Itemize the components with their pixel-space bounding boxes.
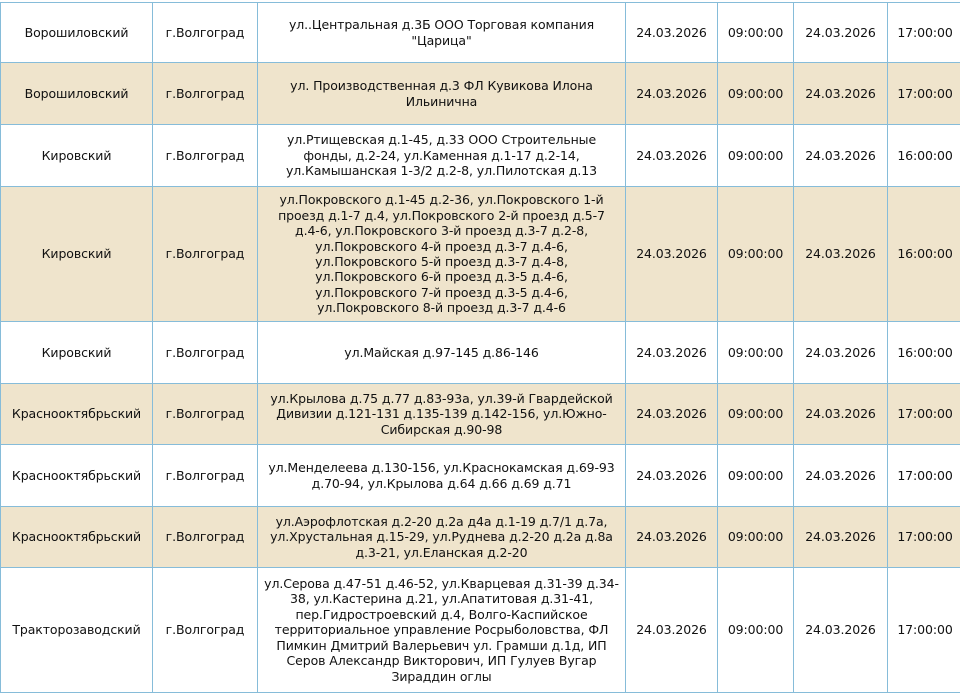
address-cell: ул..Центральная д.3Б ООО Торговая компания "Царица" <box>258 3 626 63</box>
address-cell: ул. Производственная д.3 ФЛ Кувикова Илона Ильинична <box>258 63 626 125</box>
outage-schedule-table <box>0 2 960 693</box>
city-cell: г.Волгоград <box>153 568 258 693</box>
start-time-cell: 09:00:00 <box>718 187 794 322</box>
end-date-cell: 24.03.2026 <box>794 384 888 445</box>
end-date-cell: 24.03.2026 <box>794 63 888 125</box>
start-time-cell: 09:00:00 <box>718 445 794 507</box>
start-time-cell: 09:00:00 <box>718 568 794 693</box>
address-cell: ул.Крылова д.75 д.77 д.83-93а, ул.39-й Гвардейской Дивизии д.121-131 д.135-139 д.142-156, ул.Южно-Сибирская д.90-98 <box>258 384 626 445</box>
end-date-cell: 24.03.2026 <box>794 568 888 693</box>
start-time-cell: 09:00:00 <box>718 3 794 63</box>
end-time-cell: 17:00:00 <box>888 507 960 568</box>
district-cell: Кировский <box>1 125 153 187</box>
start-date-cell: 24.03.2026 <box>626 445 718 507</box>
end-date-cell: 24.03.2026 <box>794 187 888 322</box>
city-cell: г.Волгоград <box>153 3 258 63</box>
end-date-cell: 24.03.2026 <box>794 445 888 507</box>
address-cell: ул.Менделеева д.130-156, ул.Краснокамская д.69-93 д.70-94, ул.Крылова д.64 д.66 д.69 д.71 <box>258 445 626 507</box>
end-time-cell: 17:00:00 <box>888 568 960 693</box>
city-cell: г.Волгоград <box>153 507 258 568</box>
start-date-cell: 24.03.2026 <box>626 384 718 445</box>
end-date-cell: 24.03.2026 <box>794 507 888 568</box>
table-row <box>1 187 960 322</box>
address-cell: ул.Серова д.47-51 д.46-52, ул.Кварцевая д.31-39 д.34-38, ул.Кастерина д.21, ул.Апатитовая д.31-41, пер.Гидростроевский д.4, Волго-Каспийское территориальное управление Росрыболовства, ФЛ Пимкин Дмитрий Валерьевич ул. Грамши д.1д, ИП Серов Александр Викторович, ИП Гулуев Вугар Зираддин оглы <box>258 568 626 693</box>
end-date-cell: 24.03.2026 <box>794 3 888 63</box>
table-row <box>1 63 960 125</box>
table-row <box>1 322 960 384</box>
end-date-cell: 24.03.2026 <box>794 125 888 187</box>
address-cell: ул.Аэрофлотская д.2-20 д.2а д4а д.1-19 д.7/1 д.7а, ул.Хрустальная д.15-29, ул.Руднева д.2-20 д.2а д.8а д.3-21, ул.Еланская д.2-20 <box>258 507 626 568</box>
table-row <box>1 445 960 507</box>
district-cell: Кировский <box>1 322 153 384</box>
district-cell: Ворошиловский <box>1 63 153 125</box>
start-date-cell: 24.03.2026 <box>626 187 718 322</box>
city-cell: г.Волгоград <box>153 125 258 187</box>
start-date-cell: 24.03.2026 <box>626 3 718 63</box>
district-cell: Краснооктябрьский <box>1 507 153 568</box>
start-date-cell: 24.03.2026 <box>626 507 718 568</box>
end-time-cell: 16:00:00 <box>888 322 960 384</box>
start-time-cell: 09:00:00 <box>718 63 794 125</box>
end-time-cell: 16:00:00 <box>888 125 960 187</box>
end-time-cell: 17:00:00 <box>888 3 960 63</box>
end-date-cell: 24.03.2026 <box>794 322 888 384</box>
address-cell: ул.Ртищевская д.1-45, д.33 ООО Строительные фонды, д.2-24, ул.Каменная д.1-17 д.2-14, ул.Камышанская 1-3/2 д.2-8, ул.Пилотская д.13 <box>258 125 626 187</box>
start-date-cell: 24.03.2026 <box>626 568 718 693</box>
start-time-cell: 09:00:00 <box>718 384 794 445</box>
city-cell: г.Волгоград <box>153 384 258 445</box>
table-row <box>1 125 960 187</box>
end-time-cell: 17:00:00 <box>888 63 960 125</box>
address-cell: ул.Покровского д.1-45 д.2-36, ул.Покровского 1-й проезд д.1-7 д.4, ул.Покровского 2-й проезд д.5-7 д.4-6, ул.Покровского 3-й проезд д.3-7 д.2-8, ул.Покровского 4-й проезд д.3-7 д.4-6, ул.Покровского 5-й проезд д.3-7 д.4-8, ул.Покровского 6-й проезд д.3-5 д.4-6, ул.Покровского 7-й проезд д.3-5 д.4-6, ул.Покровского 8-й проезд д.3-7 д.4-6 <box>258 187 626 322</box>
district-cell: Тракторозаводский <box>1 568 153 693</box>
start-time-cell: 09:00:00 <box>718 125 794 187</box>
end-time-cell: 17:00:00 <box>888 384 960 445</box>
city-cell: г.Волгоград <box>153 445 258 507</box>
city-cell: г.Волгоград <box>153 63 258 125</box>
city-cell: г.Волгоград <box>153 187 258 322</box>
city-cell: г.Волгоград <box>153 322 258 384</box>
end-time-cell: 16:00:00 <box>888 187 960 322</box>
end-time-cell: 17:00:00 <box>888 445 960 507</box>
start-time-cell: 09:00:00 <box>718 507 794 568</box>
start-date-cell: 24.03.2026 <box>626 322 718 384</box>
table-row <box>1 3 960 63</box>
district-cell: Ворошиловский <box>1 3 153 63</box>
district-cell: Краснооктябрьский <box>1 445 153 507</box>
table-row <box>1 384 960 445</box>
start-date-cell: 24.03.2026 <box>626 125 718 187</box>
start-time-cell: 09:00:00 <box>718 322 794 384</box>
district-cell: Кировский <box>1 187 153 322</box>
table-row <box>1 507 960 568</box>
district-cell: Краснооктябрьский <box>1 384 153 445</box>
address-cell: ул.Майская д.97-145 д.86-146 <box>258 322 626 384</box>
start-date-cell: 24.03.2026 <box>626 63 718 125</box>
table-row <box>1 568 960 693</box>
